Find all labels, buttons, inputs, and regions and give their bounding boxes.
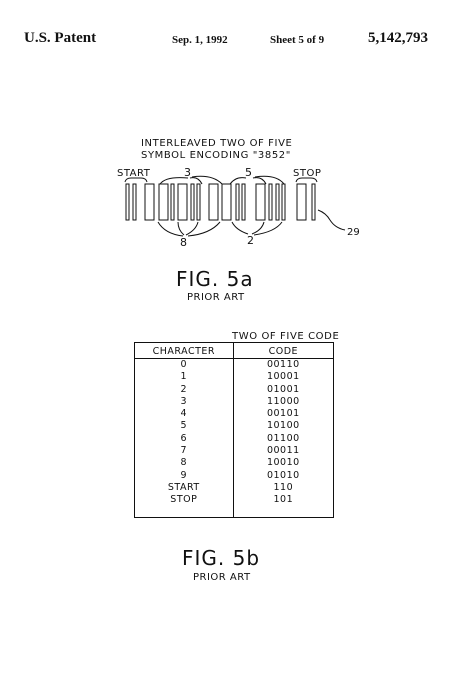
table-row	[135, 470, 334, 482]
bar	[222, 184, 231, 220]
digit-2-label: 2	[247, 234, 254, 247]
bar	[276, 184, 279, 220]
character-cell: 8	[135, 457, 234, 469]
reference-29-leader	[318, 210, 345, 230]
digit-2-arc	[252, 222, 264, 234]
fig5a-caption-line1: INTERLEAVED TWO OF FIVE	[141, 138, 293, 149]
bar	[197, 184, 200, 220]
table-row	[135, 420, 334, 432]
code-cell: 10001	[266, 371, 300, 383]
table-row	[135, 457, 334, 469]
table-row	[135, 482, 334, 494]
digit-8-label: 8	[180, 236, 187, 249]
code-cell: 101	[273, 494, 294, 506]
table-row	[135, 445, 334, 457]
character-cell: 9	[135, 470, 234, 482]
digit-3-label: 3	[184, 166, 191, 179]
code-cell: 01001	[266, 383, 300, 395]
character-cell: START	[135, 482, 234, 494]
table-row	[135, 433, 334, 445]
barcode-bars	[126, 184, 315, 220]
table-header-row	[135, 343, 334, 359]
digit-8-arc	[188, 222, 220, 236]
code-cell: 01010	[266, 469, 300, 481]
character-cell: STOP	[135, 494, 234, 517]
bar	[159, 184, 168, 220]
fig5a-title: FIG. 5a	[176, 267, 254, 291]
digit-2-arc	[232, 222, 248, 234]
bar	[171, 184, 174, 220]
character-cell: 4	[135, 408, 234, 420]
digit-3-arc	[190, 178, 202, 184]
patent-header	[0, 30, 474, 54]
digit-8-arc	[178, 222, 184, 235]
character-cell: 6	[135, 433, 234, 445]
table-row	[135, 396, 334, 408]
bar	[126, 184, 129, 220]
patent-date: Sep. 1, 1992	[172, 34, 228, 46]
character-cell: 1	[135, 371, 234, 383]
character-cell: 0	[135, 359, 234, 372]
bar	[178, 184, 187, 220]
digit-3-arc	[192, 176, 222, 184]
digit-8-arc	[186, 222, 198, 235]
code-cell: 00011	[266, 445, 300, 457]
bar	[297, 184, 306, 220]
column-header-character: CHARACTER	[135, 343, 234, 359]
character-cell: 7	[135, 445, 234, 457]
bar	[282, 184, 285, 220]
table-caption: TWO OF FIVE CODE	[232, 331, 340, 342]
code-cell: 00101	[266, 408, 300, 420]
fig5b-subtitle: PRIOR ART	[193, 572, 251, 583]
bar	[209, 184, 218, 220]
bar	[191, 184, 194, 220]
digit-5-arc	[253, 178, 266, 184]
digit-5-arc	[230, 178, 246, 184]
table-row	[135, 494, 334, 517]
bar	[242, 184, 245, 220]
fig5a-caption-line2: SYMBOL ENCODING "3852"	[141, 150, 291, 161]
table-row	[135, 371, 334, 383]
character-cell: 5	[135, 420, 234, 432]
bar	[133, 184, 136, 220]
code-cell: 10010	[266, 457, 300, 469]
character-cell: 2	[135, 384, 234, 396]
bar	[145, 184, 154, 220]
code-cell: 01100	[266, 432, 300, 444]
code-cell: 110	[273, 481, 294, 493]
table-row	[135, 408, 334, 420]
character-cell: 3	[135, 396, 234, 408]
digit-5-label: 5	[245, 166, 252, 179]
bar	[236, 184, 239, 220]
code-cell: 10100	[266, 420, 300, 432]
column-header-code: CODE	[233, 343, 333, 359]
bar	[312, 184, 315, 220]
digit-2-arc	[254, 222, 282, 235]
code-cell: 11000	[266, 395, 300, 407]
bar	[256, 184, 265, 220]
code-cell: 00110	[266, 359, 300, 370]
fig5b-title: FIG. 5b	[182, 546, 261, 570]
fig5a-subtitle: PRIOR ART	[187, 292, 245, 303]
start-label: START	[117, 168, 151, 179]
patent-office-label: U.S. Patent	[24, 30, 97, 46]
reference-29-label: 29	[347, 227, 360, 238]
table-row	[135, 384, 334, 396]
bar	[269, 184, 272, 220]
two-of-five-code-table	[134, 342, 334, 518]
patent-number: 5,142,793	[368, 30, 428, 46]
stop-label: STOP	[293, 168, 322, 179]
table-row	[135, 359, 334, 372]
sheet-number: Sheet 5 of 9	[270, 34, 325, 46]
